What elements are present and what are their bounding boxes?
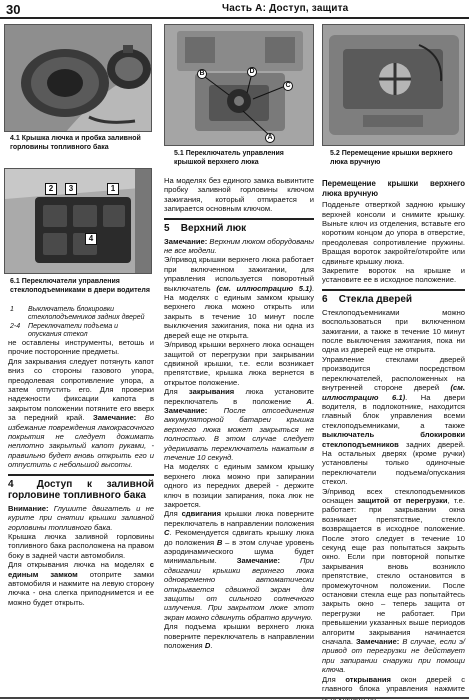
legend-item: 2-4 Переключатели подъема и опускания стекол <box>10 322 119 339</box>
figure-5-1-caption: 5.1 Переключатель управления крышкой верхнего люка <box>174 150 284 166</box>
paragraph: Управление стеклами дверей производится посредством переключателей, расположенных на внутренней стороне дверей (см. иллюстрацию 6.1). На двери водителя, в подлокотнике, находится главный блок управления всеми стеклоподъемниками, а также выключатель блокировки стеклоподъемников задних дверей. На остальных дверях (кроме ручки) установлены только одиночные переключатели подъема/опускания стекол. <box>322 354 465 487</box>
window-switches-illustration <box>5 169 152 274</box>
page-header <box>0 0 469 20</box>
paragraph: Э/привод крышки верхнего люка работает при включенном зажигании, для управления используется поворотный выключатель (см. иллюстрацию 5.1). На моделях с единым замком крышку верхнего люка можно открыть или закрыть в течение 10 минут после выключения зажигания, пока ни одна из дверей еще не открыта. <box>164 255 314 340</box>
paragraph: Для закрывания люка установите переключатель в положение А. Замечание: После отсоединения аккумуляторной батареи крышка верхнего люка может закрыться не полностью. В этом случае следует удерживать переключатель нажатым в течение 10 секунд. <box>164 387 314 462</box>
figure-6-1-legend <box>10 306 152 340</box>
paragraph: На моделях без единого замка вывинтите пробку заливной горловины ключом зажигания, который отпирается и запирается основным ключом. <box>164 176 314 214</box>
column-2 <box>164 176 314 651</box>
section-heading-5: 5 Верхний люк <box>164 218 314 234</box>
warning: Внимание: Глушите двигатель и не курите при снятии крышки заливной горловины топливного бака. <box>8 503 154 532</box>
paragraph: Для закрывания следует потянуть капот вниз со стороны газового упора, преодолевая сопротивление упора, а затем отпустить его. Для проверки надежности фиксации капота в закрытом положении потяните его вверх за передний край. Замечание: Во избежание повреждения лакокрасочного покрытия не следует дожимать неплотно закрытый капот руками, - правильно будет вновь открыть его и отпустить с небольшой высоты. <box>8 356 154 470</box>
column-1 <box>8 338 154 607</box>
figure-5-1-label-a: A <box>265 133 275 143</box>
figure-6-1-label-4: 4 <box>85 233 97 245</box>
section-heading-6: 6 Стекла дверей <box>322 289 465 305</box>
figure-6-1-label-2: 2 <box>45 183 57 195</box>
figure-5-2-caption: 5.2 Перемещение крышки верхнего люка вручную <box>330 150 453 166</box>
figure-5-1-label-d: D <box>247 67 257 77</box>
paragraph: Крышка лючка заливной горловины топливного бака расположена на правом боку в задней части автомобиля. <box>8 531 154 560</box>
paragraph: Стеклоподъемниками можно воспользоваться при включенном зажигании, а также в течение 10 минут после выключения зажигания, пока ни одна из дверей еще не открыта. <box>322 307 465 355</box>
fuel-flap-illustration <box>5 25 152 132</box>
figure-5-1-label-c: C <box>283 81 293 91</box>
paragraph: Для подъема крышки верхнего люка поверните переключатель в направлении положения D. <box>164 622 314 651</box>
figure-5-1-photo <box>164 24 314 146</box>
paragraph: Для сдвигания крышки люка поверните переключатель в направлении положения С. Рекомендуется сдвигать крышку люка до положения B – в этом случае уровень аэродинамического шума будет минимальным. Замечание: При сдвигании крышки верхнего люка одновременно автоматически открывается сдвижной экран для защиты от сильного солнечного излучения. При закрытом люке этот экран можно сдвинуть обратно вручную. <box>164 509 314 622</box>
column-3 <box>322 176 465 700</box>
figure-6-1-label-1: 1 <box>107 183 119 195</box>
paragraph: Для открывания окон дверей с главного блока управления нажмите <box>322 674 465 694</box>
figure-4-1-photo <box>4 24 152 132</box>
sunroof-manual-illustration <box>323 25 465 146</box>
section-title: Часть А: Доступ, защита <box>222 3 349 14</box>
header-rule <box>0 17 469 19</box>
paragraph: Закрепите вороток на крышке и установите ее в исходное положение. <box>322 266 465 285</box>
figure-5-2-photo <box>322 24 465 146</box>
paragraph: Подденьте отверткой заднюю крышку верхней консоли и снимите крышку. Выньте ключ из отделения, вставьте его коротким концом до упора в отверстие, преодолевая сопротивление пружины. Вращая вороток закройте/откройте или сдвиньте крышку люка. <box>322 200 465 266</box>
figure-4-1-caption: 4.1 Крышка лючка и пробка заливной горловины топливного бака <box>10 135 141 151</box>
paragraph: Для открывания лючка на моделях с единым замком отоприте замки автомобиля и нажмите на левую сторону лючка - она слегка приподнимется и ее можно будет открыть. <box>8 560 154 607</box>
paragraph: На моделях с единым замком крышку верхнего люка можно при запирании одного из передних дверей - держите ключ в позиции запирания, пока люк не закроется. <box>164 462 314 509</box>
legend-item: 1 Выключатель блокировки стеклоподъемников задних дверей <box>10 306 145 322</box>
figure-5-1-label-b: B <box>197 69 207 79</box>
figure-6-1-photo <box>4 168 152 274</box>
note: Замечание: Верхним люком оборудованы не все модели. <box>164 236 314 256</box>
footer-rule <box>0 697 469 699</box>
paragraph: Э/привод всех стеклоподъемников оснащен защитой от перегрузки, т.е. работает: при закрывании окна возникает препятствие, стекло возвращается в исходное положение. После этого следует в течение 10 секунд еще раз попытаться закрыть окно. Если при повторной попытке закрывания вновь возникло препятствие, стекло остановится в промежуточном положении. После остановки стекла еще раз попытайтесь закрыть окно – теперь защита от перегрузки не работает. При превышении указанных выше периодов алгоритм закрывания начинается сначала. Замечание: В случае, если э/привод от перегрузки не действует при запирании снаружи при помощи ключа. <box>322 486 465 675</box>
section-heading-4: 4 Доступ к заливной горловине топливного бака <box>8 474 154 501</box>
paragraph: не оставлены инструменты, ветошь и прочие посторонние предметы. <box>8 338 154 357</box>
subheading-manual: Перемещение крышки верхнего люка вручную <box>322 179 465 198</box>
figure-6-1-caption: 6.1 Переключатели управления стеклоподъемниками в двери водителя <box>10 278 150 294</box>
page-number: 30 <box>6 2 21 17</box>
figure-6-1-label-3: 3 <box>65 183 77 195</box>
paragraph: Э/привод крышки верхнего люка оснащен защитой от перегрузки при закрывании сдвижной крышки, т.е. если возникает препятствие, крышка люка вернется в открытое положение. <box>164 340 314 387</box>
